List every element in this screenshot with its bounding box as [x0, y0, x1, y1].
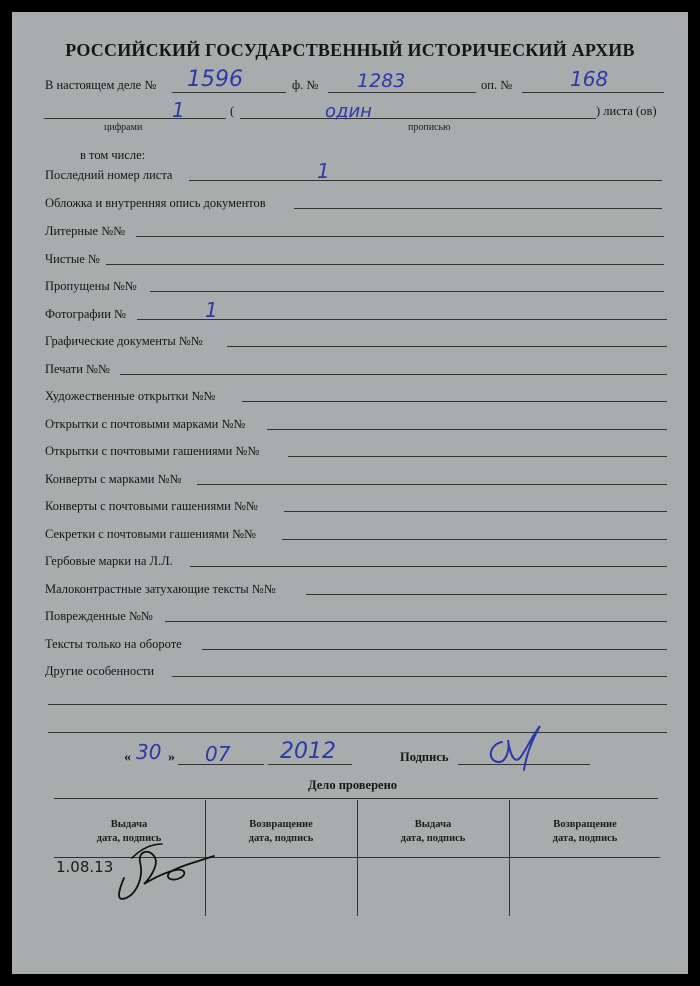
- date-day: 30: [136, 740, 162, 764]
- field-label: Другие особенности: [45, 664, 155, 678]
- issue-date-value: 1.08.13: [56, 858, 114, 876]
- field-line: [190, 566, 667, 567]
- field-line: [202, 649, 667, 650]
- date-close-quote: »: [168, 750, 175, 765]
- column-header-line2: дата, подпись: [248, 833, 314, 844]
- field-line: [136, 236, 664, 237]
- field-line: [294, 208, 662, 209]
- date-month: 07: [205, 742, 231, 766]
- field-label: Графические документы №№: [45, 334, 203, 348]
- field-line: [150, 291, 664, 292]
- blank-line: [48, 704, 667, 705]
- sheets-words-line: [240, 118, 596, 119]
- sheets-suffix: ) листа (ов): [596, 104, 657, 118]
- open-paren: (: [230, 104, 235, 118]
- field-label: Обложка и внутренняя опись документов: [45, 196, 266, 210]
- field-label: Открытки с почтовыми марками №№: [45, 417, 246, 431]
- field-label: Литерные №№: [45, 224, 126, 238]
- field-line: [165, 621, 667, 622]
- date-open-quote: «: [124, 750, 131, 765]
- field-line: [288, 456, 667, 457]
- date-year-line: [268, 764, 352, 765]
- checked-title: Дело проверено: [308, 778, 398, 792]
- column-header-line2: дата, подпись: [552, 833, 618, 844]
- field-line: [120, 374, 667, 375]
- fond-label: ф. №: [292, 78, 319, 92]
- column-header-return: [510, 818, 660, 846]
- field-label: Малоконтрастные затухающие тексты №№: [45, 582, 276, 596]
- including-label: в том числе:: [80, 148, 146, 162]
- field-line: [306, 594, 667, 595]
- digits-caption: цифрами: [104, 122, 143, 133]
- field-label: Тексты только на обороте: [45, 637, 182, 651]
- column-header-line1: Выдача: [414, 819, 452, 830]
- opis-label: оп. №: [481, 78, 513, 92]
- archive-title: РОССИЙСКИЙ ГОСУДАРСТВЕННЫЙ ИСТОРИЧЕСКИЙ АРХИВ: [65, 40, 635, 60]
- column-header-line1: Возвращение: [249, 819, 313, 830]
- field-label: Пропущены №№: [45, 279, 137, 293]
- case-number-line: [172, 92, 286, 93]
- words-caption: прописью: [408, 122, 451, 133]
- sheets-digits-value: 1: [172, 98, 185, 122]
- signature-label: Подпись: [400, 750, 449, 764]
- field-label: Секретки с почтовыми гашениями №№: [45, 527, 256, 541]
- field-line: [284, 511, 667, 512]
- field-label: Последний номер листа: [45, 168, 173, 182]
- archive-sheet: [12, 12, 688, 974]
- fond-line: [328, 92, 476, 93]
- date-year: 2012: [280, 739, 336, 764]
- field-value-last-sheet: 1: [317, 159, 330, 183]
- opis-line: [522, 92, 664, 93]
- table-top-line: [54, 798, 658, 799]
- field-label: Художественные открытки №№: [45, 389, 216, 403]
- field-value-photos: 1: [205, 298, 218, 322]
- case-number-value: 1596: [187, 67, 243, 92]
- blank-line: [48, 732, 667, 733]
- field-line: [106, 264, 664, 265]
- column-header-line1: Возвращение: [553, 819, 617, 830]
- field-line: [227, 346, 667, 347]
- column-header-line2: дата, подпись: [96, 833, 162, 844]
- field-label: Конверты с марками №№: [45, 472, 182, 486]
- field-label: Печати №№: [45, 362, 110, 376]
- field-label: Конверты с почтовыми гашениями №№: [45, 499, 258, 513]
- column-header-line2: дата, подпись: [400, 833, 466, 844]
- field-line: [172, 676, 667, 677]
- case-number-label: В настоящем деле №: [45, 78, 157, 92]
- fond-value: 1283: [357, 70, 406, 92]
- field-line: [189, 180, 662, 181]
- column-header-line1: Выдача: [110, 819, 148, 830]
- column-header-return: [206, 818, 356, 846]
- signature-mark: [480, 720, 550, 774]
- field-line: [242, 401, 667, 402]
- sheets-words-value: один: [325, 101, 372, 122]
- sheets-digits-line: [44, 118, 226, 119]
- field-label: Чистые №: [45, 252, 100, 266]
- field-label: Фотографии №: [45, 307, 126, 321]
- opis-value: 168: [570, 67, 609, 91]
- field-line: [267, 429, 667, 430]
- field-label: Поврежденные №№: [45, 609, 153, 623]
- column-header-issue: [358, 818, 508, 846]
- field-label: Гербовые марки на Л.Л.: [45, 554, 173, 568]
- field-label: Открытки с почтовыми гашениями №№: [45, 444, 260, 458]
- issue-signature-mark: [110, 838, 220, 908]
- field-line: [197, 484, 667, 485]
- field-line: [282, 539, 667, 540]
